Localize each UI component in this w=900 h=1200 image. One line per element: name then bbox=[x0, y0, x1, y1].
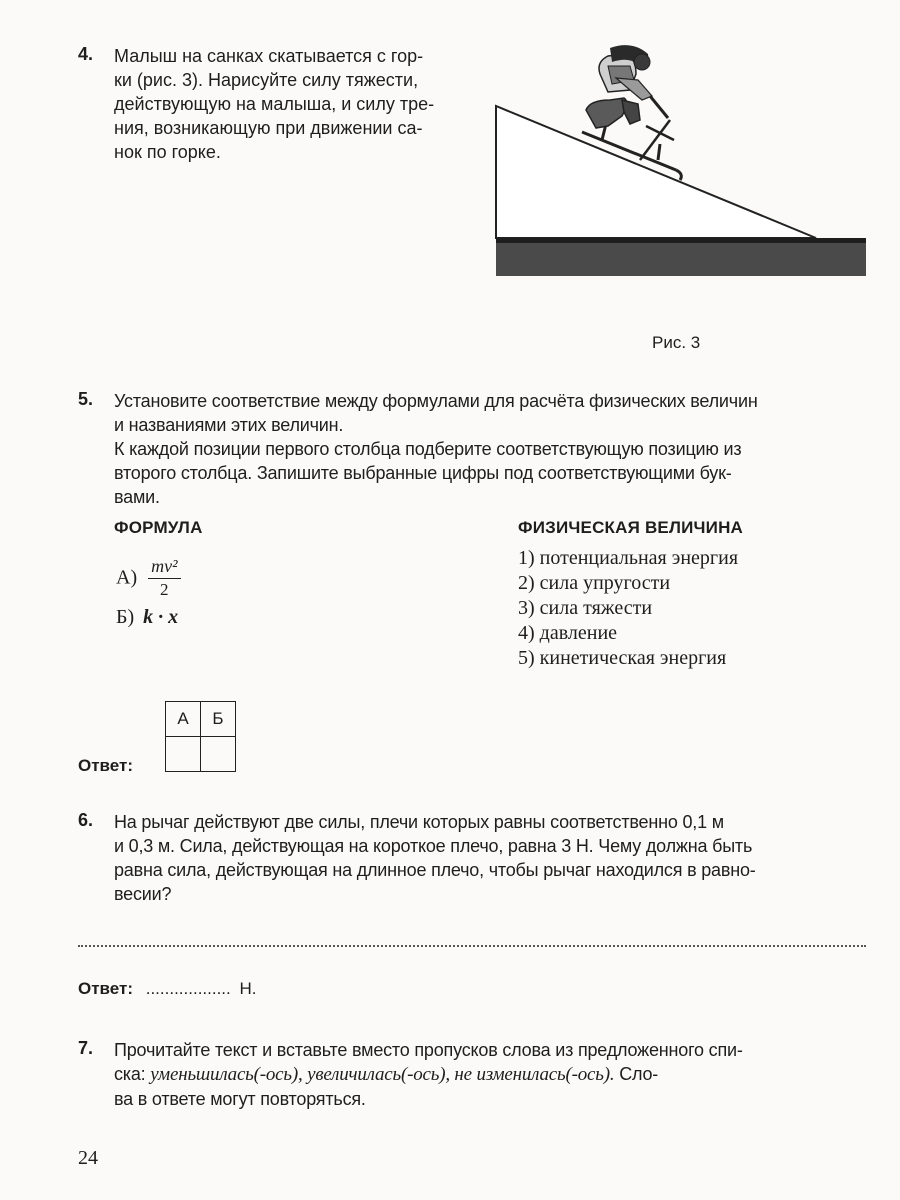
question-7-number: 7. bbox=[78, 1038, 94, 1058]
formula-b-expression: k · x bbox=[143, 606, 179, 628]
answer-header-a: А bbox=[166, 702, 201, 737]
question-6-number: 6. bbox=[78, 810, 94, 830]
list-item: 3) сила тяжести bbox=[518, 597, 653, 619]
answer-table bbox=[165, 701, 236, 772]
question-6-line: На рычаг действуют две силы, плечи которых равны соответственно 0,1 м bbox=[114, 812, 724, 832]
question-5-line: К каждой позиции первого столбца подберите соответствующую позицию из bbox=[114, 439, 742, 459]
question-6-line: весии? bbox=[114, 884, 172, 904]
question-4-line: ния, возникающую при движении са- bbox=[114, 118, 423, 138]
question-7-line: ва в ответе могут повторяться. bbox=[114, 1089, 366, 1109]
figure-caption: Рис. 3 bbox=[652, 333, 701, 352]
question-7-line bbox=[114, 1062, 874, 1087]
list-item: 2) сила упругости bbox=[518, 572, 671, 594]
ground-strip bbox=[496, 238, 866, 276]
formula-b-label: Б) bbox=[116, 606, 135, 628]
question-4-line: нок по горке. bbox=[114, 142, 221, 162]
answer-cell-b[interactable] bbox=[201, 737, 236, 772]
question-5-line: вами. bbox=[114, 487, 160, 507]
question-6-line: равна сила, действующая на длинное плечо, чтобы рычаг находился в равно- bbox=[114, 860, 756, 880]
question-6-text bbox=[114, 810, 874, 906]
question-4-text bbox=[114, 44, 484, 164]
question-5-text bbox=[114, 389, 874, 509]
page-number: 24 bbox=[78, 1147, 98, 1169]
question-5-line: Установите соответствие между формулами для расчёта физических величин bbox=[114, 391, 758, 411]
question-6-answer-unit: Н. bbox=[239, 979, 257, 998]
formula-a bbox=[116, 556, 181, 600]
question-5-line: второго столбца. Запишите выбранные цифры под соответствующими бук- bbox=[114, 463, 732, 483]
question-5-number: 5. bbox=[78, 389, 94, 409]
formula-a-label: А) bbox=[116, 566, 138, 589]
question-7-suffix: Сло- bbox=[619, 1064, 659, 1084]
question-5-answer-label: Ответ: bbox=[78, 756, 133, 775]
answer-header-b: Б bbox=[201, 702, 236, 737]
question-4-number: 4. bbox=[78, 44, 94, 64]
question-4-line: Малыш на санках скатывается с гор- bbox=[114, 46, 424, 66]
slope-triangle bbox=[496, 106, 816, 238]
formula-a-fraction bbox=[148, 556, 180, 600]
formula-a-denominator: 2 bbox=[160, 580, 169, 599]
formula-b bbox=[116, 606, 178, 629]
formula-column-header: ФОРМУЛА bbox=[114, 518, 203, 537]
list-item: 4) давление bbox=[518, 622, 618, 644]
list-item: 5) кинетическая энергия bbox=[518, 647, 727, 669]
quantity-column-header: ФИЗИЧЕСКАЯ ВЕЛИЧИНА bbox=[518, 518, 744, 537]
formula-a-numerator: mv² bbox=[148, 556, 180, 579]
question-4-line: действующую на малыша, и силу тре- bbox=[114, 94, 435, 114]
question-6-answer-label: Ответ: bbox=[78, 979, 133, 998]
answer-cell-a[interactable] bbox=[166, 737, 201, 772]
question-7-line: Прочитайте текст и вставьте вместо пропусков слова из предложенного спи- bbox=[114, 1040, 743, 1060]
sled-slope-figure bbox=[490, 40, 870, 280]
answer-writing-line[interactable] bbox=[78, 945, 866, 947]
question-7-text bbox=[114, 1038, 874, 1111]
quantity-list bbox=[518, 546, 738, 671]
question-7-word-list: уменьшилась(-ось), увеличилась(-ось), не изменилась(-ось). bbox=[150, 1064, 615, 1085]
question-4-line: ки (рис. 3). Нарисуйте силу тяжести, bbox=[114, 70, 419, 90]
question-6-line: и 0,3 м. Сила, действующая на короткое плечо, равна 3 Н. Чему должна быть bbox=[114, 836, 753, 856]
question-5-line: и названиями этих величин. bbox=[114, 415, 344, 435]
question-6-answer bbox=[78, 979, 257, 999]
question-6-answer-blank[interactable]: .................. bbox=[145, 979, 231, 998]
list-item: 1) потенциальная энергия bbox=[518, 547, 739, 569]
question-7-prefix: ска: bbox=[114, 1064, 146, 1084]
